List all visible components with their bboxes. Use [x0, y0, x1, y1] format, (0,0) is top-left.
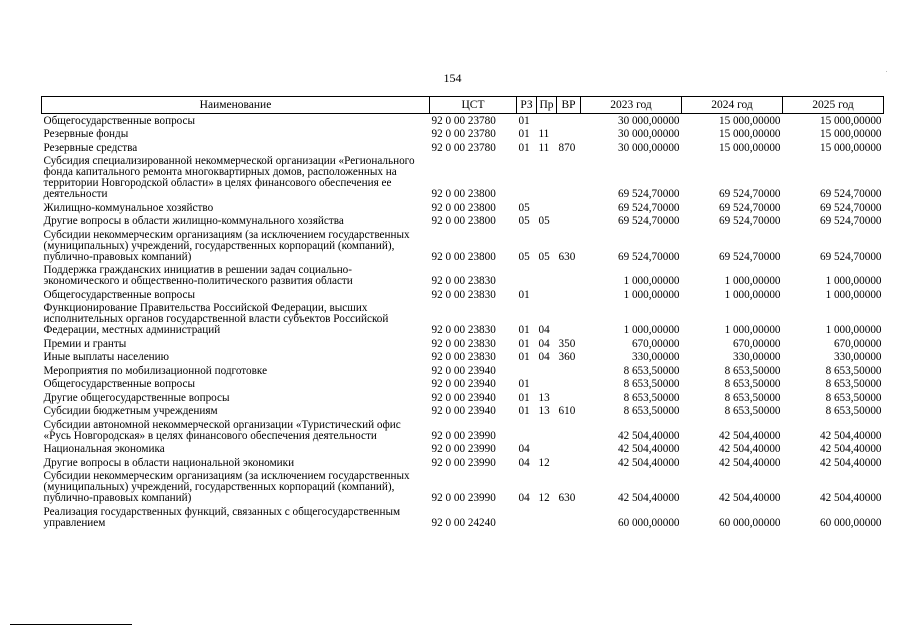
- row-name-cell: Общегосударственные вопросы: [43, 114, 196, 127]
- row-pr-cell: [537, 443, 557, 457]
- row-pr-cell: 05: [538, 215, 550, 227]
- row-2023-cell: 69 524,70000: [617, 250, 680, 263]
- row-name-cell: Иные выплаты населению: [43, 351, 169, 363]
- row-name-cell: Национальная экономика: [43, 443, 165, 455]
- row-2025-cell: 1 000,00000: [825, 275, 882, 287]
- row-vr-cell: [557, 391, 581, 405]
- row-2023-cell: 42 504,40000: [617, 492, 680, 504]
- row-vr-cell: [557, 505, 581, 530]
- row-cst-cell: 92 0 00 23990: [431, 429, 496, 442]
- row-rz-cell: 01: [518, 141, 530, 154]
- row-2023-cell: 30 000,00000: [617, 128, 680, 140]
- row-cst-cell: 92 0 00 23830: [431, 324, 496, 336]
- row-name-cell: Субсидии бюджетным учреждениям: [43, 405, 218, 417]
- row-2023-cell: 670,00000: [631, 337, 680, 350]
- row-2025-cell: 69 524,70000: [819, 250, 882, 263]
- row-2025-cell: 69 524,70000: [819, 215, 882, 227]
- table-row: [42, 155, 884, 202]
- row-name-cell: Премии и гранты: [43, 337, 127, 350]
- row-vr-cell: [557, 443, 581, 457]
- row-vr-cell: [557, 378, 581, 392]
- table-row: [42, 470, 884, 506]
- row-2025-cell: 42 504,40000: [819, 429, 882, 442]
- row-2024-cell: 60 000,00000: [718, 516, 781, 529]
- row-2024-cell: 42 504,40000: [718, 443, 781, 455]
- row-pr-cell: 04: [538, 351, 550, 363]
- row-2023-cell: 1 000,00000: [623, 275, 680, 287]
- row-2023-cell: 30 000,00000: [617, 114, 680, 127]
- row-cst-cell: 92 0 00 23940: [431, 391, 496, 404]
- table-row: [42, 288, 884, 302]
- row-vr-cell: [557, 288, 581, 302]
- row-2024-cell: 1 000,00000: [724, 324, 781, 336]
- row-vr-cell: [557, 456, 581, 470]
- row-vr-cell: 870: [558, 141, 576, 154]
- header-pr: Пр: [537, 97, 557, 114]
- row-2023-cell: 8 653,50000: [623, 378, 680, 390]
- row-cst-cell: 92 0 00 24240: [431, 516, 496, 529]
- row-cst-cell: 92 0 00 23990: [431, 443, 496, 455]
- row-pr-cell: [537, 505, 557, 530]
- page-number: 154: [443, 71, 462, 85]
- row-name-cell: Другие вопросы в области жилищно-коммунального хозяйства: [43, 215, 344, 227]
- row-pr-cell: [537, 378, 557, 392]
- row-2025-cell: 42 504,40000: [819, 456, 882, 469]
- row-vr-cell: [557, 155, 581, 202]
- header-2024: 2024 год: [682, 97, 783, 114]
- row-name-cell: Мероприятия по мобилизационной подготовке: [43, 364, 268, 377]
- row-rz-cell: 04: [518, 456, 530, 469]
- row-name-cell: Общегосударственные вопросы: [43, 288, 196, 301]
- header-row: [42, 97, 884, 114]
- table-row: [42, 228, 884, 264]
- row-2025-cell: 15 000,00000: [819, 141, 882, 154]
- row-2025-cell: 330,00000: [833, 351, 882, 363]
- row-vr-cell: [557, 302, 581, 338]
- row-2024-cell: 8 653,50000: [724, 391, 781, 404]
- row-name-cell: Общегосударственные вопросы: [43, 378, 196, 390]
- row-pr-cell: [537, 114, 557, 128]
- row-2023-cell: 1 000,00000: [623, 288, 680, 301]
- row-cst-cell: 92 0 00 23780: [431, 114, 496, 127]
- row-cst-cell: 92 0 00 23780: [431, 128, 496, 140]
- row-cst-cell: 92 0 00 23800: [431, 201, 496, 214]
- row-pr-cell: [537, 418, 557, 443]
- row-vr-cell: 360: [558, 351, 576, 363]
- row-name-cell: Субсидии некоммерческим организациям (за исключением государственных (муниципальных) учреждений, государственных корпораций (компаний), публично-правовых компаний): [43, 228, 410, 263]
- table-body: [42, 114, 884, 530]
- row-2024-cell: 1 000,00000: [724, 275, 781, 287]
- row-rz-cell: 01: [518, 324, 530, 336]
- row-2024-cell: 42 504,40000: [718, 492, 781, 504]
- table-header: [42, 97, 884, 114]
- row-2024-cell: 69 524,70000: [718, 201, 781, 214]
- row-rz-cell: 01: [518, 351, 530, 363]
- row-pr-cell: [537, 264, 557, 289]
- table-row: [42, 378, 884, 392]
- row-2024-cell: 1 000,00000: [724, 288, 781, 301]
- row-2023-cell: 42 504,40000: [617, 429, 680, 442]
- table-row: [42, 456, 884, 470]
- row-cst-cell: 92 0 00 23830: [431, 351, 496, 363]
- row-rz-cell: 05: [518, 215, 530, 227]
- row-2025-cell: 60 000,00000: [819, 516, 882, 529]
- row-2025-cell: 69 524,70000: [819, 201, 882, 214]
- row-2024-cell: 15 000,00000: [718, 128, 781, 140]
- row-2024-cell: 69 524,70000: [718, 250, 781, 263]
- row-vr-cell: [557, 201, 581, 215]
- header-2025: 2025 год: [783, 97, 884, 114]
- header-rz: РЗ: [517, 97, 537, 114]
- row-name-cell: Реализация государственных функций, связанных с общегосударственным управлением: [43, 505, 401, 529]
- row-2024-cell: 42 504,40000: [718, 429, 781, 442]
- row-2024-cell: 42 504,40000: [718, 456, 781, 469]
- row-2025-cell: 8 653,50000: [825, 391, 882, 404]
- row-2023-cell: 60 000,00000: [617, 516, 680, 529]
- table-row: [42, 141, 884, 155]
- row-2023-cell: 8 653,50000: [623, 391, 680, 404]
- header-vr: ВР: [557, 97, 581, 114]
- row-vr-cell: 630: [558, 250, 576, 263]
- row-pr-cell: 11: [538, 141, 550, 154]
- row-vr-cell: [557, 215, 581, 229]
- row-vr-cell: 630: [558, 492, 576, 504]
- table-row: [42, 418, 884, 443]
- table-row: [42, 201, 884, 215]
- row-pr-cell: 11: [538, 128, 550, 140]
- row-2025-cell: 8 653,50000: [825, 405, 882, 417]
- row-vr-cell: [557, 364, 581, 378]
- row-rz-cell: [517, 264, 537, 289]
- row-rz-cell: 05: [518, 201, 530, 214]
- row-pr-cell: 05: [538, 250, 550, 263]
- row-rz-cell: 01: [518, 405, 530, 417]
- row-name-cell: Функционирование Правительства Российской Федерации, высших исполнительных органов государственной власти субъектов Российской Федерации, местных администраций: [43, 302, 389, 336]
- row-rz-cell: [517, 505, 537, 530]
- row-pr-cell: [537, 288, 557, 302]
- row-2024-cell: 8 653,50000: [724, 364, 781, 377]
- row-2025-cell: 670,00000: [833, 337, 882, 350]
- table-row: [42, 114, 884, 128]
- row-pr-cell: 04: [538, 324, 550, 336]
- table-row: [42, 302, 884, 338]
- row-vr-cell: [557, 128, 581, 142]
- row-2023-cell: 8 653,50000: [623, 405, 680, 417]
- row-2024-cell: 8 653,50000: [724, 378, 781, 390]
- row-2023-cell: 69 524,70000: [617, 188, 680, 200]
- table-row: [42, 351, 884, 365]
- footnote-rule: [10, 624, 132, 625]
- row-cst-cell: 92 0 00 23990: [431, 456, 496, 469]
- row-vr-cell: 350: [558, 337, 576, 350]
- row-cst-cell: 92 0 00 23800: [431, 188, 496, 200]
- row-name-cell: Другие вопросы в области национальной экономики: [43, 456, 295, 469]
- row-pr-cell: 12: [538, 492, 550, 504]
- table-row: [42, 505, 884, 530]
- table-row: [42, 391, 884, 405]
- row-rz-cell: [517, 364, 537, 378]
- row-name-cell: Другие общегосударственные вопросы: [43, 391, 230, 404]
- row-cst-cell: 92 0 00 23940: [431, 364, 496, 377]
- row-rz-cell: [517, 155, 537, 202]
- row-2025-cell: 1 000,00000: [825, 324, 882, 336]
- row-2025-cell: 15 000,00000: [819, 114, 882, 127]
- scan-speck: [886, 71, 887, 72]
- row-2025-cell: 8 653,50000: [825, 364, 882, 377]
- header-name: Наименование: [42, 97, 430, 114]
- row-rz-cell: 01: [518, 128, 530, 140]
- row-name-cell: Жилищно-коммунальное хозяйство: [43, 201, 214, 214]
- row-2024-cell: 330,00000: [732, 351, 781, 363]
- row-rz-cell: 01: [518, 378, 530, 390]
- row-name-cell: Резервные фонды: [43, 128, 129, 140]
- row-2023-cell: 69 524,70000: [617, 215, 680, 227]
- row-2023-cell: 42 504,40000: [617, 443, 680, 455]
- header-cst: ЦСТ: [430, 97, 517, 114]
- table-row: [42, 215, 884, 229]
- row-2025-cell: 1 000,00000: [825, 288, 882, 301]
- row-2024-cell: 69 524,70000: [718, 188, 781, 200]
- row-2024-cell: 15 000,00000: [718, 141, 781, 154]
- budget-table: [41, 96, 884, 530]
- row-pr-cell: 04: [538, 337, 550, 350]
- row-cst-cell: 92 0 00 23800: [431, 215, 496, 227]
- row-cst-cell: 92 0 00 23990: [431, 492, 496, 504]
- row-cst-cell: 92 0 00 23830: [431, 275, 496, 287]
- table-row: [42, 337, 884, 351]
- header-2023: 2023 год: [581, 97, 682, 114]
- table-row: [42, 364, 884, 378]
- row-cst-cell: 92 0 00 23780: [431, 141, 496, 154]
- row-2023-cell: 30 000,00000: [617, 141, 680, 154]
- row-2024-cell: 670,00000: [732, 337, 781, 350]
- row-rz-cell: 04: [518, 492, 530, 504]
- row-2025-cell: 42 504,40000: [819, 492, 882, 504]
- row-2025-cell: 15 000,00000: [819, 128, 882, 140]
- row-vr-cell: [557, 418, 581, 443]
- row-rz-cell: 04: [518, 443, 530, 455]
- table-row: [42, 405, 884, 419]
- row-cst-cell: 92 0 00 23830: [431, 337, 496, 350]
- row-name-cell: Резервные средства: [43, 141, 138, 154]
- row-2024-cell: 8 653,50000: [724, 405, 781, 417]
- table-row: [42, 128, 884, 142]
- row-rz-cell: [517, 418, 537, 443]
- row-name-cell: Субсидии некоммерческим организациям (за исключением государственных (муниципальных) учреждений, государственных корпораций (компаний), публично-правовых компаний): [43, 470, 410, 504]
- row-2025-cell: 42 504,40000: [819, 443, 882, 455]
- row-cst-cell: 92 0 00 23800: [431, 250, 496, 263]
- row-cst-cell: 92 0 00 23830: [431, 288, 496, 301]
- row-2024-cell: 15 000,00000: [718, 114, 781, 127]
- row-rz-cell: 01: [518, 337, 530, 350]
- row-name-cell: Субсидии автономной некоммерческой организации «Туристический офис «Русь Новгородская» в целях финансового обеспечения деятельности: [43, 418, 401, 442]
- row-2023-cell: 330,00000: [631, 351, 680, 363]
- row-2023-cell: 1 000,00000: [623, 324, 680, 336]
- row-pr-cell: [537, 364, 557, 378]
- row-vr-cell: 610: [558, 405, 576, 417]
- row-cst-cell: 92 0 00 23940: [431, 405, 496, 417]
- row-rz-cell: 01: [518, 391, 530, 404]
- row-rz-cell: 01: [518, 288, 530, 301]
- row-pr-cell: 13: [538, 391, 550, 404]
- row-name-cell: Поддержка гражданских инициатив в решении задач социально-экономического и общественно-политического развития области: [43, 264, 353, 287]
- row-2023-cell: 69 524,70000: [617, 201, 680, 214]
- row-2023-cell: 42 504,40000: [617, 456, 680, 469]
- row-vr-cell: [557, 114, 581, 128]
- row-pr-cell: [537, 155, 557, 202]
- table-row: [42, 264, 884, 289]
- row-2025-cell: 8 653,50000: [825, 378, 882, 390]
- row-rz-cell: 05: [518, 250, 530, 263]
- row-2024-cell: 69 524,70000: [718, 215, 781, 227]
- row-2025-cell: 69 524,70000: [819, 188, 882, 200]
- row-pr-cell: [537, 201, 557, 215]
- row-pr-cell: 12: [538, 456, 550, 469]
- row-vr-cell: [557, 264, 581, 289]
- row-rz-cell: 01: [518, 114, 530, 127]
- row-pr-cell: 13: [538, 405, 550, 417]
- row-name-cell: Субсидия специализированной некоммерческой организации «Регионального фонда капитального ремонта многоквартирных домов, расположенных на территории Новгородской области» в целях финансового обеспечения ее деятельности: [43, 155, 415, 200]
- table-row: [42, 443, 884, 457]
- row-cst-cell: 92 0 00 23940: [431, 378, 496, 390]
- row-2023-cell: 8 653,50000: [623, 364, 680, 377]
